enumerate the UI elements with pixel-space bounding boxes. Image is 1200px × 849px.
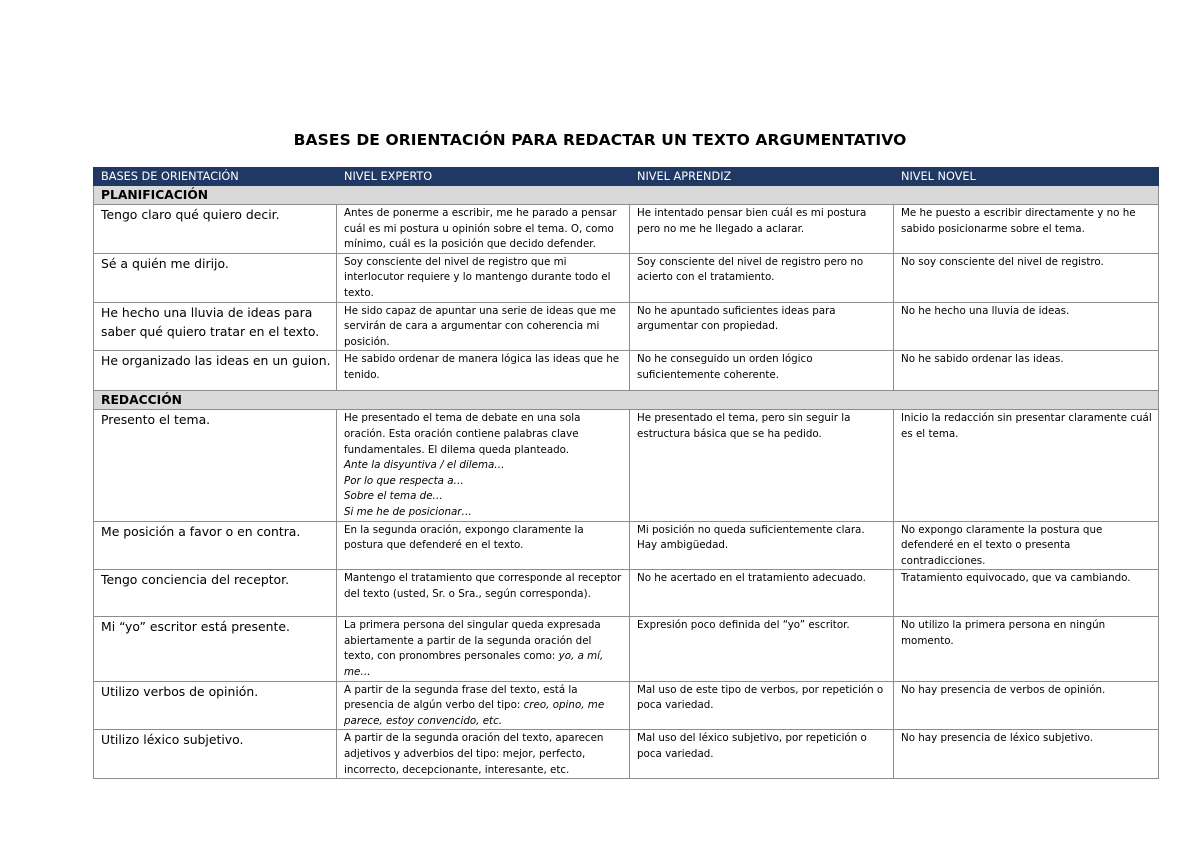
- example-phrases: [344, 458, 624, 520]
- novice-cell: No he hecho una lluvia de ideas.: [894, 302, 1159, 351]
- expert-text: La primera persona del singular queda expresada abiertamente a partir de la segunda oración del texto, con pronombres personales como:: [344, 619, 601, 663]
- novice-cell: Tratamiento equivocado, que va cambiando.: [894, 570, 1159, 617]
- apprentice-cell: He presentado el tema, pero sin seguir la estructura básica que se ha pedido.: [630, 410, 894, 521]
- column-header-expert: NIVEL EXPERTO: [337, 168, 630, 186]
- criterion-cell: Sé a quién me dirijo.: [94, 253, 337, 302]
- table-row: [94, 681, 1159, 730]
- expert-text: A partir de la segunda frase del texto, está la presencia de algún verbo del tipo:: [344, 683, 578, 712]
- expert-text: He presentado el tema de debate en una sola oración. Esta oración contiene palabras clave fundamentales. El dilema queda planteado.: [344, 412, 581, 456]
- criterion-cell: Me posición a favor o en contra.: [94, 521, 337, 570]
- expert-cell: [337, 410, 630, 521]
- table-row: [94, 521, 1159, 570]
- criterion-cell: Presento el tema.: [94, 410, 337, 521]
- table-row: [94, 730, 1159, 779]
- criterion-cell: Utilizo verbos de opinión.: [94, 681, 337, 730]
- table-row: [94, 302, 1159, 351]
- column-header-bases: BASES DE ORIENTACIÓN: [94, 168, 337, 186]
- criterion-cell: He organizado las ideas en un guion.: [94, 351, 337, 391]
- expert-cell: En la segunda oración, expongo claramente la postura que defenderé en el texto.: [337, 521, 630, 570]
- apprentice-cell: No he acertado en el tratamiento adecuado.: [630, 570, 894, 617]
- expert-cell: He sabido ordenar de manera lógica las ideas que he tenido.: [337, 351, 630, 391]
- table-row: [94, 410, 1159, 521]
- apprentice-cell: Expresión poco definida del “yo” escritor.: [630, 617, 894, 681]
- example-phrase: Por lo que respecta a…: [344, 474, 464, 487]
- criterion-cell: Utilizo léxico subjetivo.: [94, 730, 337, 779]
- table-row: [94, 570, 1159, 617]
- apprentice-cell: Mi posición no queda suficientemente clara. Hay ambigüedad.: [630, 521, 894, 570]
- expert-cell: Antes de ponerme a escribir, me he parado a pensar cuál es mi postura u opinión sobre el tema. O, como mínimo, cuál es la posición que decido defender.: [337, 205, 630, 254]
- document-title: BASES DE ORIENTACIÓN PARA REDACTAR UN TEXTO ARGUMENTATIVO: [293, 131, 907, 149]
- criterion-cell: Tengo conciencia del receptor.: [94, 570, 337, 617]
- novice-cell: Inicio la redacción sin presentar claramente cuál es el tema.: [894, 410, 1159, 521]
- criterion-cell: Tengo claro qué quiero decir.: [94, 205, 337, 254]
- column-header-apprentice: NIVEL APRENDIZ: [630, 168, 894, 186]
- novice-cell: No utilizo la primera persona en ningún momento.: [894, 617, 1159, 681]
- example-phrase: Ante la disyuntiva / el dilema…: [344, 459, 505, 472]
- novice-cell: No expongo claramente la postura que defenderé en el texto o presenta contradicciones.: [894, 521, 1159, 570]
- rubric-table: [93, 167, 1159, 779]
- novice-cell: No he sabido ordenar las ideas.: [894, 351, 1159, 391]
- expert-cell: Mantengo el tratamiento que corresponde al receptor del texto (usted, Sr. o Sra., según corresponda).: [337, 570, 630, 617]
- apprentice-cell: Mal uso de este tipo de verbos, por repetición o poca variedad.: [630, 681, 894, 730]
- apprentice-cell: Mal uso del léxico subjetivo, por repetición o poca variedad.: [630, 730, 894, 779]
- expert-cell: [337, 681, 630, 730]
- example-phrase: Si me he de posicionar…: [344, 505, 472, 518]
- table-row: [94, 253, 1159, 302]
- criterion-cell: Mi “yo” escritor está presente.: [94, 617, 337, 681]
- expert-cell: A partir de la segunda oración del texto, aparecen adjetivos y adverbios del tipo: mejor, perfecto, incorrecto, decepcionante, interesante, etc.: [337, 730, 630, 779]
- table-header-row: [94, 168, 1159, 186]
- example-words: yo, a mí, me…: [344, 650, 604, 679]
- apprentice-cell: No he conseguido un orden lógico suficientemente coherente.: [630, 351, 894, 391]
- table-row: [94, 351, 1159, 391]
- novice-cell: No hay presencia de léxico subjetivo.: [894, 730, 1159, 779]
- section-label: REDACCIÓN: [94, 391, 1159, 410]
- section-row-planificacion: [94, 186, 1159, 205]
- criterion-cell: He hecho una lluvia de ideas para saber qué quiero tratar en el texto.: [94, 302, 337, 351]
- section-row-redaccion: [94, 391, 1159, 410]
- table-row: [94, 617, 1159, 681]
- example-phrase: Sobre el tema de…: [344, 490, 443, 503]
- apprentice-cell: Soy consciente del nivel de registro pero no acierto con el tratamiento.: [630, 253, 894, 302]
- section-label: PLANIFICACIÓN: [94, 186, 1159, 205]
- novice-cell: No soy consciente del nivel de registro.: [894, 253, 1159, 302]
- novice-cell: No hay presencia de verbos de opinión.: [894, 681, 1159, 730]
- expert-cell: Soy consciente del nivel de registro que mi interlocutor requiere y lo mantengo durante todo el texto.: [337, 253, 630, 302]
- apprentice-cell: No he apuntado suficientes ideas para argumentar con propiedad.: [630, 302, 894, 351]
- table-row: [94, 205, 1159, 254]
- column-header-novice: NIVEL NOVEL: [894, 168, 1159, 186]
- example-words: creo, opino, me parece, estoy convencido, etc.: [344, 699, 605, 727]
- novice-cell: Me he puesto a escribir directamente y no he sabido posicionarme sobre el tema.: [894, 205, 1159, 254]
- apprentice-cell: He intentado pensar bien cuál es mi postura pero no me he llegado a aclarar.: [630, 205, 894, 254]
- expert-cell: He sido capaz de apuntar una serie de ideas que me servirán de cara a argumentar con coherencia mi posición.: [337, 302, 630, 351]
- expert-cell: [337, 617, 630, 681]
